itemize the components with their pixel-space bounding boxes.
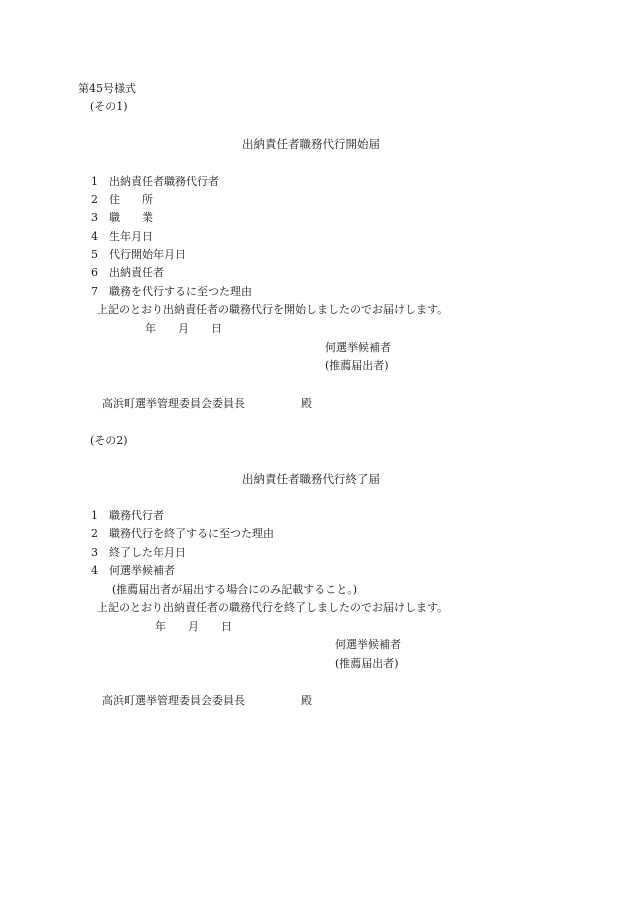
part1-item — [91, 266, 164, 280]
part2-signer: 何選挙候補者 — [335, 638, 401, 651]
form-number: 第45号様式 — [78, 82, 136, 95]
part2-item-note: (推薦届出者が届出する場合にのみ記載すること。) — [112, 583, 358, 596]
item-text: 終了した年月日 — [109, 546, 186, 559]
item-text: 生年月日 — [109, 230, 153, 243]
part2-label: (その2) — [90, 434, 128, 447]
item-text: 職 業 — [109, 211, 153, 224]
part1-item — [91, 248, 186, 262]
item-text: 住 所 — [109, 193, 153, 206]
item-number: 1 — [91, 175, 98, 188]
item-text: 職務を代行するに至つた理由 — [109, 285, 252, 298]
item-text: 職務代行者 — [109, 509, 164, 522]
item-text: 何選挙候補者 — [109, 564, 175, 577]
part1-signer-note: (推薦届出者) — [325, 359, 389, 372]
part2-item — [91, 564, 175, 578]
part1-addressee: 高浜町選挙管理委員会委員長 — [102, 397, 245, 410]
item-number: 6 — [91, 266, 98, 279]
item-number: 4 — [91, 564, 98, 577]
part1-label: (その1) — [90, 100, 128, 113]
part1-title: 出納責任者職務代行開始届 — [242, 137, 380, 151]
part1-item — [91, 193, 153, 207]
part1-item — [91, 230, 153, 244]
part2-signer-note: (推薦届出者) — [335, 657, 399, 670]
item-number: 5 — [91, 248, 98, 261]
item-text: 代行開始年月日 — [109, 248, 186, 261]
item-text: 出納責任者 — [109, 266, 164, 279]
item-number: 4 — [91, 230, 98, 243]
item-number: 7 — [91, 285, 98, 298]
item-number: 3 — [91, 211, 98, 224]
item-number: 2 — [91, 193, 98, 206]
item-number: 1 — [91, 509, 98, 522]
item-text: 出納責任者職務代行者 — [109, 175, 219, 188]
part1-item — [91, 285, 252, 299]
item-number: 2 — [91, 527, 98, 540]
part2-item — [91, 527, 274, 541]
part1-item — [91, 211, 153, 225]
part2-item — [91, 546, 186, 560]
part1-item — [91, 175, 219, 189]
item-number: 3 — [91, 546, 98, 559]
part2-date-line: 年 月 日 — [155, 620, 232, 633]
part1-signer: 何選挙候補者 — [325, 341, 391, 354]
part1-honorific: 殿 — [301, 397, 312, 410]
part2-title: 出納責任者職務代行終了届 — [242, 472, 380, 486]
part2-statement: 上記のとおり出納責任者の職務代行を終了しましたのでお届けします。 — [97, 601, 449, 614]
part2-addressee: 高浜町選挙管理委員会委員長 — [102, 694, 245, 707]
part1-statement: 上記のとおり出納責任者の職務代行を開始しましたのでお届けします。 — [97, 303, 449, 316]
part1-date-line: 年 月 日 — [145, 322, 222, 335]
item-text: 職務代行を終了するに至つた理由 — [109, 527, 274, 540]
part2-honorific: 殿 — [301, 694, 312, 707]
part2-item — [91, 509, 164, 523]
